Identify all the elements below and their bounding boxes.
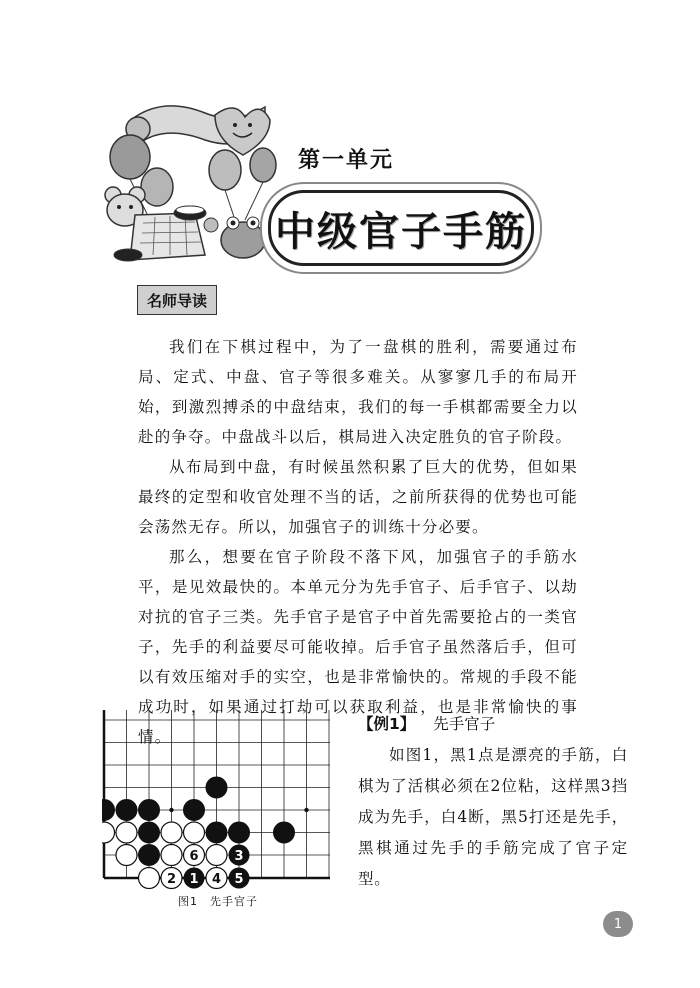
example-label: 【例1】 (358, 715, 416, 733)
move-label: 6 (189, 849, 199, 864)
intro-paragraph: 那么，想要在官子阶段不落下风，加强官子的手筋水平，是见效最快的。本单元分为先手官子、后手官子、以劫对抗的官子三类。先手官子是官子中首先需要抢占的一类官子，先手的利益要尽可能收掉。后手官子虽然落后手，但可以有效压缩对手的实空，也是非常愉快的。常规的手段不能成功时，如果通过打劫可以获取利益，也是非常愉快的事情。 (138, 548, 578, 746)
title-banner (268, 190, 534, 266)
move-label: 3 (234, 849, 244, 864)
page-number: 1 (603, 911, 633, 937)
move-label: 2 (166, 872, 177, 887)
section-tag: 名师导读 (137, 285, 217, 315)
intro-paragraph: 我们在下棋过程中，为了一盘棋的胜利，需要通过布局、定式、中盘、官子等很多难关。从寥寥几手的布局开始，到激烈搏杀的中盘结束，我们的每一手棋都需要全力以赴的争夺。中盘战斗以后，棋局进入决定胜负的官子阶段。 (138, 338, 578, 446)
example-text (358, 740, 628, 895)
move-label: 1 (189, 872, 199, 887)
move-label: 4 (211, 872, 222, 887)
unit-illustration (95, 95, 285, 275)
chapter-title: 中级官子手筋 (275, 208, 527, 255)
intro-text (138, 332, 578, 752)
example-title: 先手官子 (433, 715, 496, 733)
example-paragraph: 如图1，黑1点是漂亮的手筋，白棋为了活棋必须在2位粘，这样黑3挡成为先手，白4断，黑5打还是先手，黑棋通过先手的手筋完成了官子定型。 (358, 746, 628, 888)
example-heading (358, 712, 495, 734)
move-label: 5 (234, 872, 244, 887)
unit-label: 第一单元 (298, 148, 395, 173)
intro-paragraph: 从布局到中盘，有时候虽然积累了巨大的优势，但如果最终的定型和收官处理不当的话，之前所获得的优势也可能会荡然无存。所以，加强官子的训练十分必要。 (138, 458, 578, 536)
figure-caption: 图1 先手官子 (178, 895, 258, 908)
go-board-diagram (102, 710, 330, 892)
